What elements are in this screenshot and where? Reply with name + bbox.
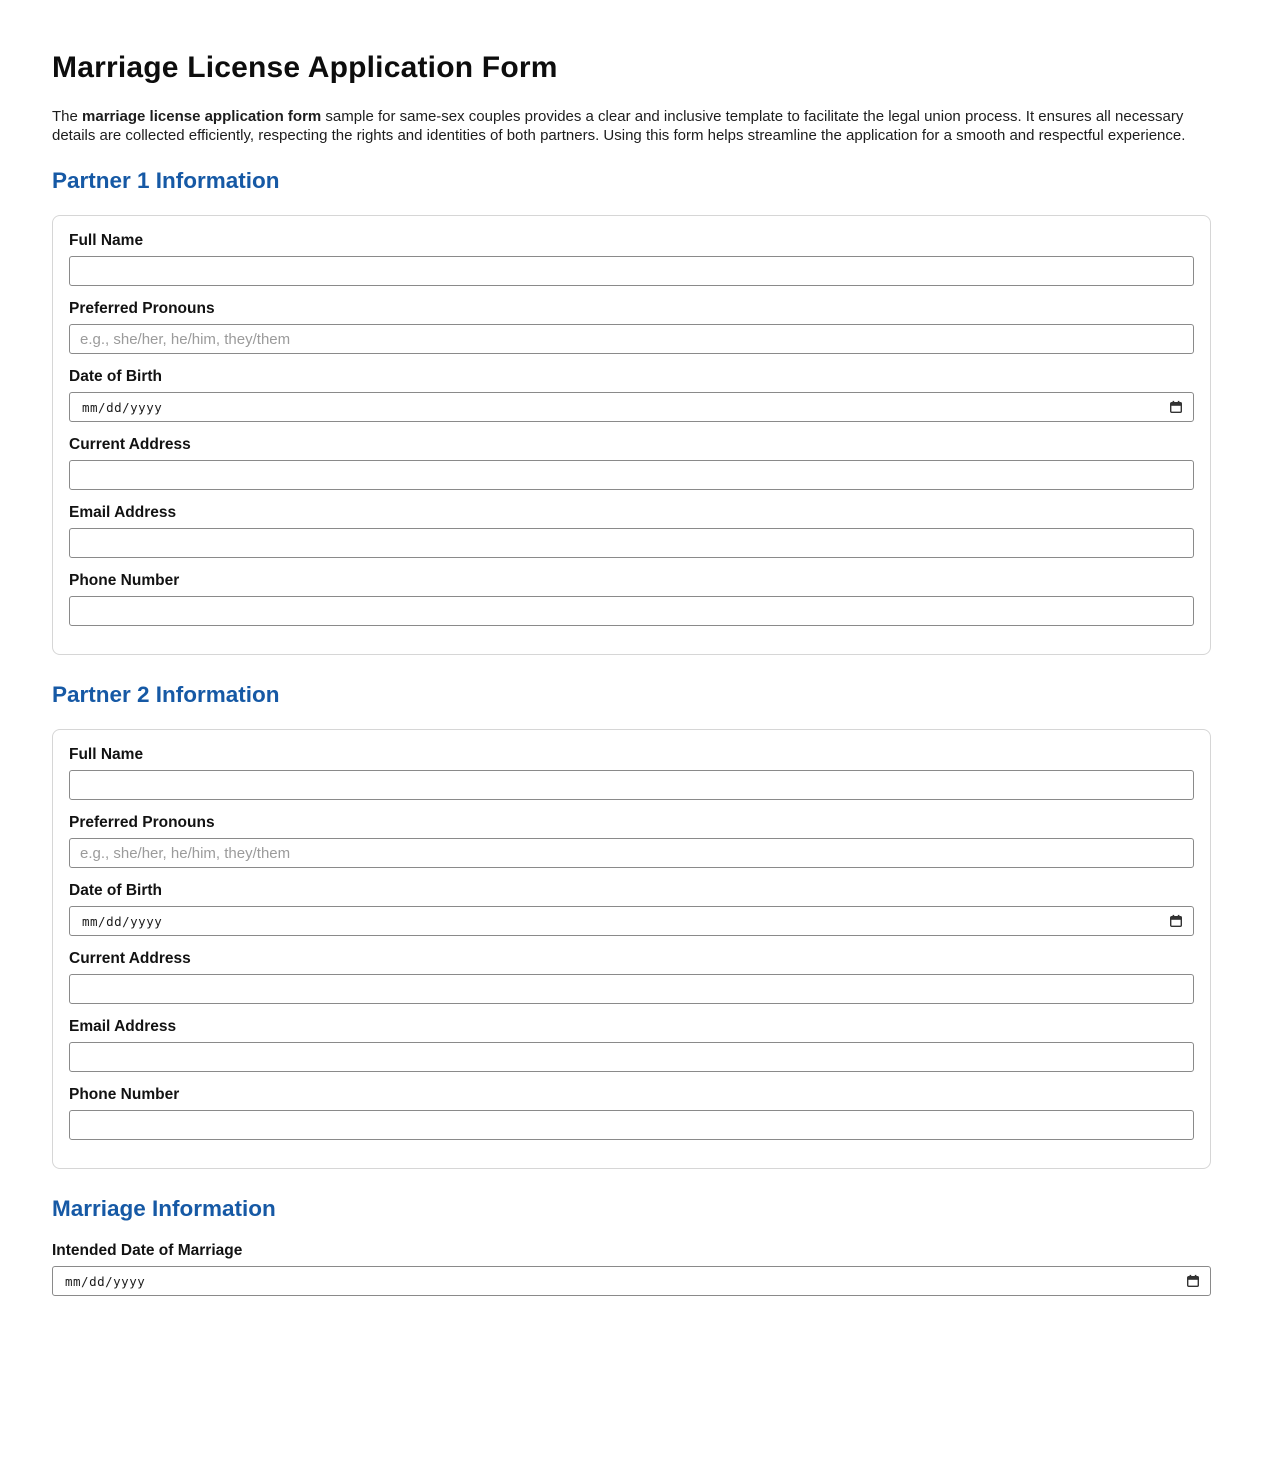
section-heading-partner1: Partner 1 Information — [52, 168, 280, 193]
marriage-date-label: Intended Date of Marriage — [52, 1242, 243, 1259]
partner2-dob-input[interactable] — [69, 906, 1194, 936]
partner2-card — [52, 729, 1211, 1169]
calendar-icon[interactable] — [1168, 913, 1184, 929]
partner2-pronouns-label: Preferred Pronouns — [69, 814, 215, 831]
partner2-pronouns-input[interactable] — [69, 838, 1194, 868]
date-placeholder-text: mm/dd/yyyy — [82, 913, 163, 929]
partner1-dob-label: Date of Birth — [69, 368, 162, 385]
partner1-full-name-field — [69, 232, 1194, 286]
marriage-date-field — [52, 1242, 1211, 1296]
partner2-pronouns-field — [69, 814, 1194, 868]
intro-text-rest: sample for same-sex couples provides a clear and inclusive template to facilitate the legal union process. It ensures all necessary details are collected efficiently, respecting the rights and identities of both partners. Using this form helps streamline the application for a smooth and respectful experience. — [52, 108, 1186, 144]
partner2-email-field — [69, 1018, 1194, 1072]
marriage-date-input[interactable] — [52, 1266, 1211, 1296]
partner1-phone-label: Phone Number — [69, 572, 180, 589]
partner2-full-name-input[interactable] — [69, 770, 1194, 800]
partner1-dob-input[interactable] — [69, 392, 1194, 422]
partner2-full-name-field — [69, 746, 1194, 800]
partner1-dob-field — [69, 368, 1194, 422]
intro-text-prefix: The — [52, 108, 83, 125]
partner2-address-input[interactable] — [69, 974, 1194, 1004]
partner1-email-input[interactable] — [69, 528, 1194, 558]
partner2-email-input[interactable] — [69, 1042, 1194, 1072]
partner1-email-label: Email Address — [69, 504, 177, 521]
partner1-address-field — [69, 436, 1194, 490]
partner1-address-label: Current Address — [69, 436, 191, 453]
partner1-address-input[interactable] — [69, 460, 1194, 490]
partner1-full-name-label: Full Name — [69, 232, 144, 249]
date-placeholder-text: mm/dd/yyyy — [65, 1273, 146, 1289]
partner1-pronouns-field — [69, 300, 1194, 354]
section-heading-partner2: Partner 2 Information — [52, 682, 280, 707]
partner1-full-name-input[interactable] — [69, 256, 1194, 286]
partner1-phone-field — [69, 572, 1194, 626]
section-heading-marriage: Marriage Information — [52, 1196, 276, 1221]
intro-paragraph — [52, 107, 1211, 145]
partner2-dob-label: Date of Birth — [69, 882, 162, 899]
partner1-pronouns-input[interactable] — [69, 324, 1194, 354]
partner1-pronouns-label: Preferred Pronouns — [69, 300, 215, 317]
partner2-full-name-label: Full Name — [69, 746, 144, 763]
partner2-email-label: Email Address — [69, 1018, 177, 1035]
partner2-phone-label: Phone Number — [69, 1086, 180, 1103]
calendar-icon[interactable] — [1168, 399, 1184, 415]
partner1-phone-input[interactable] — [69, 596, 1194, 626]
partner1-card — [52, 215, 1211, 655]
partner1-email-field — [69, 504, 1194, 558]
intro-text-bold: marriage license application form — [82, 108, 322, 125]
calendar-icon[interactable] — [1185, 1273, 1201, 1289]
date-placeholder-text: mm/dd/yyyy — [82, 399, 163, 415]
form-page — [0, 53, 1263, 1296]
page-title: Marriage License Application Form — [52, 51, 558, 84]
partner2-phone-input[interactable] — [69, 1110, 1194, 1140]
partner2-address-label: Current Address — [69, 950, 191, 967]
partner2-dob-field — [69, 882, 1194, 936]
partner2-phone-field — [69, 1086, 1194, 1140]
partner2-address-field — [69, 950, 1194, 1004]
